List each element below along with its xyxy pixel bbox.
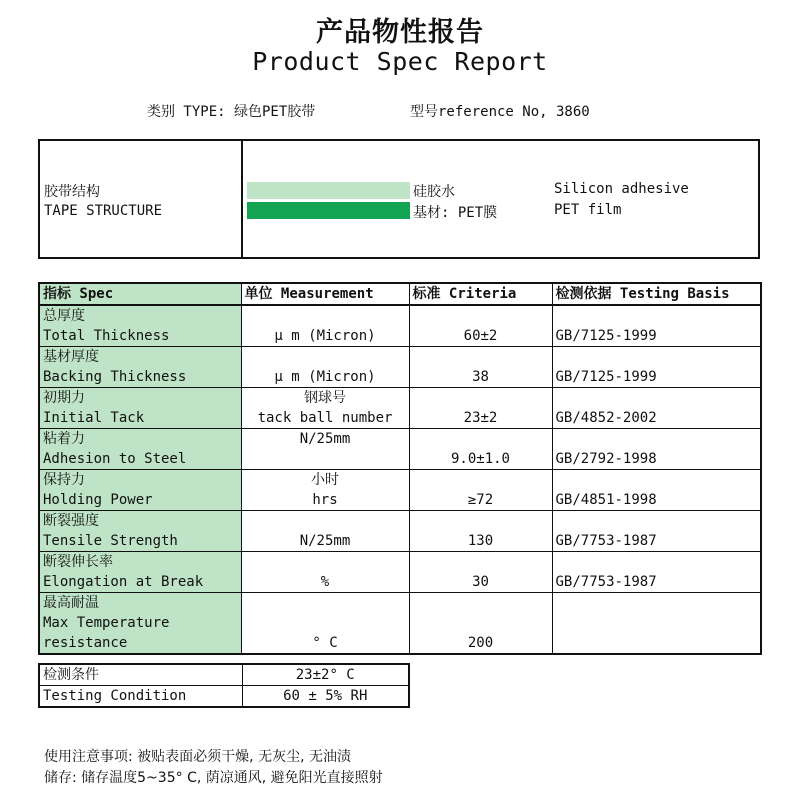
usage-note: 使用注意事项: 被贴表面必须干燥, 无灰尘, 无油渍 [44, 749, 351, 765]
header-measurement: 单位 Measurement [241, 283, 409, 305]
param-cn: 保持力 [43, 472, 85, 488]
basis-cell: GB/7125-1999 [552, 347, 761, 388]
param-en: Adhesion to Steel [43, 451, 187, 467]
criteria-cell: ≥72 [409, 470, 552, 511]
unit-cell [241, 511, 409, 552]
basis-cell: GB/2792-1998 [552, 429, 761, 470]
param-en: Initial Tack [43, 410, 145, 426]
film-layer-name-en: PET film [554, 202, 622, 218]
unit-cell [241, 470, 409, 511]
unit-line-1: N/25mm [299, 431, 351, 447]
header-criteria: 标准 Criteria [409, 283, 552, 305]
basis-cell: GB/7753-1987 [552, 511, 761, 552]
unit-line-2: tack ball number [257, 410, 393, 426]
unit-line-2: μ m (Micron) [274, 369, 376, 385]
storage-note: 储存: 储存温度5~35° C, 荫凉通风, 避免阳光直接照射 [44, 770, 383, 786]
table-row [39, 511, 761, 552]
param-cn: 粘着力 [43, 431, 85, 447]
unit-line-1 [245, 552, 406, 572]
table-row [39, 347, 761, 388]
criteria-cell: 60±2 [409, 305, 552, 347]
basis-cell [552, 593, 761, 655]
param-cell [39, 593, 241, 655]
criteria-cell: 9.0±1.0 [409, 429, 552, 470]
table-row [39, 429, 761, 470]
unit-line-1 [245, 511, 406, 531]
table-row [39, 686, 409, 708]
table-row [39, 305, 761, 347]
adhesive-layer-name-en: Silicon adhesive [554, 181, 689, 197]
condition-label-cn: 检测条件 [39, 664, 242, 686]
unit-line-2: % [320, 574, 330, 590]
unit-line-2: N/25mm [299, 533, 351, 549]
unit-cell [241, 347, 409, 388]
param-en: Total Thickness [43, 328, 170, 344]
condition-label-en: Testing Condition [39, 686, 242, 708]
param-cell [39, 347, 241, 388]
param-cell [39, 429, 241, 470]
testing-condition-table [38, 663, 410, 708]
criteria-cell: 38 [409, 347, 552, 388]
param-cn: 断裂伸长率 [43, 554, 113, 570]
unit-line-1 [245, 306, 406, 326]
unit-line-2: μ m (Micron) [274, 328, 376, 344]
param-en: Holding Power [43, 492, 153, 508]
param-en-2: resistance [43, 635, 128, 651]
unit-line-1: 小时 [311, 472, 339, 488]
condition-temperature: 23±2° C [242, 664, 409, 686]
param-en: Tensile Strength [43, 533, 178, 549]
unit-line-1: 钢球号 [304, 390, 346, 406]
spec-table-header [39, 283, 761, 305]
film-layer-swatch [247, 202, 410, 219]
header-spec: 指标 Spec [39, 283, 241, 305]
unit-cell [241, 429, 409, 470]
structure-label-cn: 胶带结构 [44, 184, 100, 200]
param-cell [39, 388, 241, 429]
param-cn: 断裂强度 [43, 513, 99, 529]
adhesive-layer-swatch [247, 182, 410, 199]
type-label: 类别 TYPE: 绿色PET胶带 [147, 104, 316, 120]
param-cn: 最高耐温 [43, 595, 99, 611]
param-cell [39, 511, 241, 552]
criteria-cell: 23±2 [409, 388, 552, 429]
criteria-cell: 130 [409, 511, 552, 552]
basis-cell: GB/7753-1987 [552, 552, 761, 593]
param-cn: 总厚度 [43, 308, 85, 324]
param-cn: 基材厚度 [43, 349, 99, 365]
param-cell [39, 470, 241, 511]
reference-label: 型号reference No, 3860 [410, 104, 590, 120]
page-title-cn: 产品物性报告 [316, 17, 484, 48]
basis-cell: GB/4851-1998 [552, 470, 761, 511]
structure-divider [241, 141, 243, 257]
table-row [39, 470, 761, 511]
unit-line-1 [245, 347, 406, 367]
header-testing-basis: 检测依据 Testing Basis [552, 283, 761, 305]
table-row [39, 664, 409, 686]
tape-structure-box [38, 139, 760, 259]
param-cell [39, 552, 241, 593]
criteria-cell: 30 [409, 552, 552, 593]
film-layer-name-cn: 基材: PET膜 [413, 205, 498, 221]
adhesive-layer-name-cn: 硅胶水 [413, 184, 455, 200]
param-en: Backing Thickness [43, 369, 187, 385]
unit-line-2 [245, 449, 406, 469]
structure-label-en: TAPE STRUCTURE [44, 203, 163, 219]
unit-cell [241, 305, 409, 347]
spec-table [38, 282, 762, 655]
unit-cell: ° C [241, 593, 409, 655]
page-title-en: Product Spec Report [252, 47, 548, 76]
param-en: Elongation at Break [43, 574, 204, 590]
param-cn: 初期力 [43, 390, 85, 406]
table-row [39, 552, 761, 593]
table-row [39, 593, 761, 655]
basis-cell: GB/4852-2002 [552, 388, 761, 429]
unit-line-2: hrs [312, 492, 338, 508]
unit-cell [241, 552, 409, 593]
condition-humidity: 60 ± 5% RH [242, 686, 409, 708]
basis-cell: GB/7125-1999 [552, 305, 761, 347]
criteria-cell: 200 [409, 593, 552, 655]
param-en: Max Temperature [43, 615, 170, 631]
unit-cell [241, 388, 409, 429]
table-row [39, 388, 761, 429]
param-cell [39, 305, 241, 347]
